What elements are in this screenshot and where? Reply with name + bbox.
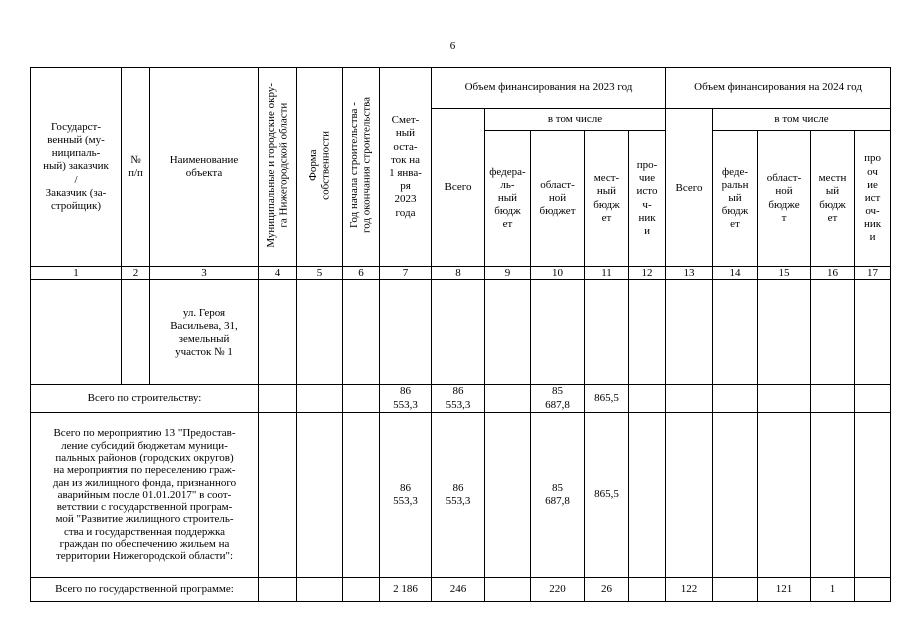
construction-total-2023: 86 553,3	[432, 385, 485, 413]
column-number: 14	[713, 267, 758, 280]
header-total-2024: Всего	[666, 109, 713, 267]
column-number: 2	[122, 267, 150, 280]
column-number: 10	[531, 267, 585, 280]
column-number: 11	[585, 267, 629, 280]
header-local-2023: мест- ный бюдж ет	[585, 131, 629, 267]
object-name: ул. Героя Васильева, 31, земельный участок № 1	[150, 280, 259, 385]
header-num: № п/п	[122, 68, 150, 267]
construction-local-2023: 865,5	[585, 385, 629, 413]
financing-table	[30, 67, 891, 602]
column-number-row	[31, 267, 891, 280]
program-local-2023: 26	[585, 578, 629, 602]
column-number: 1	[31, 267, 122, 280]
program-regional-2024: 121	[758, 578, 811, 602]
header-including-2024: в том числе	[713, 109, 891, 131]
header-object-name: Наименование объекта	[150, 68, 259, 267]
program-local-2024: 1	[811, 578, 855, 602]
header-ownership: Форма собственности	[297, 68, 343, 267]
column-number: 4	[259, 267, 297, 280]
measure-total-label: Всего по мероприятию 13 "Предостав- ление субсидий бюджетам муници- пальных районов (городских округов) на мероприятия по переселению граж- дан из жилищного фонда, признанного аварийным после 01.01.2017" в соот- ветствии с государственной програм- мой "Развитие жилищного строитель- ства и государственная поддержка граждан по обеспечению жильем на территории Нижегородской области":	[31, 413, 259, 578]
program-total-2024: 122	[666, 578, 713, 602]
column-number: 9	[485, 267, 531, 280]
header-other-2023: про- чие исто ч- ник и	[629, 131, 666, 267]
header-years: Год начала строительства - год окончания строительства	[343, 68, 380, 267]
measure-total-estimate: 86 553,3	[380, 413, 432, 578]
header-financing-2023: Объем финансирования на 2023 год	[432, 68, 666, 109]
header-federal-2024: феде- ральн ый бюдж ет	[713, 131, 758, 267]
program-regional-2023: 220	[531, 578, 585, 602]
object-row	[31, 280, 891, 385]
column-number: 5	[297, 267, 343, 280]
header-customer: Государст- венный (му- ниципаль- ный) заказчик / Заказчик (за- стройщик)	[31, 68, 122, 267]
column-number: 6	[343, 267, 380, 280]
header-financing-2024: Объем финансирования на 2024 год	[666, 68, 891, 109]
header-regional-2024: област- ной бюдже т	[758, 131, 811, 267]
header-estimate: Смет- ный оста- ток на 1 янва- ря 2023 года	[380, 68, 432, 267]
column-number: 17	[855, 267, 891, 280]
construction-total-estimate: 86 553,3	[380, 385, 432, 413]
column-number: 8	[432, 267, 485, 280]
column-number: 13	[666, 267, 713, 280]
header-municipality: Муниципальные и городские окру- га Нижегородской области	[259, 68, 297, 267]
construction-total-label: Всего по строительству:	[31, 385, 259, 413]
header-regional-2023: област- ной бюджет	[531, 131, 585, 267]
program-total-row	[31, 578, 891, 602]
header-federal-2023: федера- ль- ный бюдж ет	[485, 131, 531, 267]
measure-total-row	[31, 413, 891, 578]
header-local-2024: местн ый бюдж ет	[811, 131, 855, 267]
page-number: 6	[449, 40, 456, 52]
column-number: 16	[811, 267, 855, 280]
measure-total-2023: 86 553,3	[432, 413, 485, 578]
construction-regional-2023: 85 687,8	[531, 385, 585, 413]
header-total-2023: Всего	[432, 109, 485, 267]
measure-regional-2023: 85 687,8	[531, 413, 585, 578]
program-total-label: Всего по государственной программе:	[31, 578, 259, 602]
column-number: 15	[758, 267, 811, 280]
header-other-2024: про оч ие ист оч- ник и	[855, 131, 891, 267]
header-including-2023: в том числе	[485, 109, 666, 131]
column-number: 7	[380, 267, 432, 280]
column-number: 12	[629, 267, 666, 280]
construction-total-row	[31, 385, 891, 413]
program-total-2023: 246	[432, 578, 485, 602]
program-total-estimate: 2 186	[380, 578, 432, 602]
column-number: 3	[150, 267, 259, 280]
measure-local-2023: 865,5	[585, 413, 629, 578]
